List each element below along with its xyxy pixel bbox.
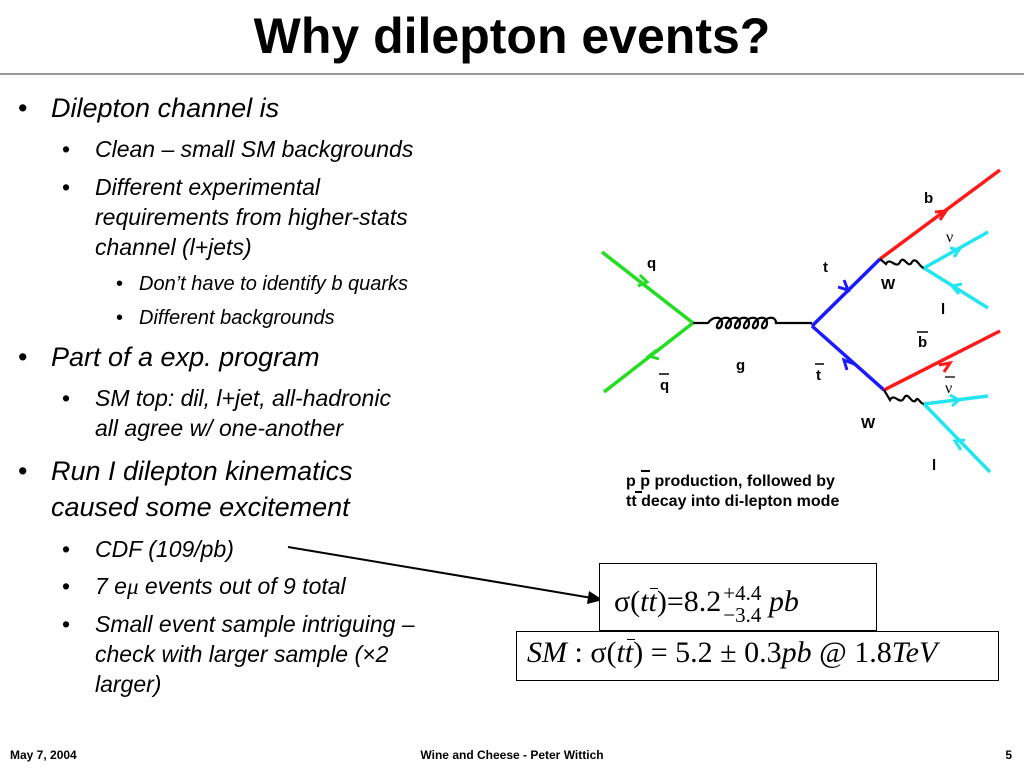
label-b: b [924,190,934,207]
footer-date: May 7, 2004 [10,748,77,762]
label-w-bottom: W [861,415,876,432]
footer-page-number: 5 [1005,748,1012,762]
bullet-line: Different experimental [95,174,320,200]
footer-center: Wine and Cheese - Peter Wittich [420,748,604,762]
label-tbar: t [816,367,821,384]
bullet-text: 7 eμ events out of 9 total [95,573,346,599]
label-l-top: l [941,301,946,318]
sm-cross-section-box [516,631,999,681]
bullet-line: Run I dilepton kinematics [51,456,353,486]
label-t: t [823,259,828,276]
label-l-bottom: l [932,457,937,474]
bullet-text: Different backgrounds [139,307,335,329]
bullet-line: requirements from higher-stats [95,204,408,230]
bullet-line: caused some excitement [51,492,350,522]
slide-title: Why dilepton events? [253,8,771,64]
bullet-text: CDF (109/pb) [95,536,234,562]
label-g: g [736,357,746,374]
sm-cross-section: SM : σ(tt ) = 5.2 ± 0.3pb @ 1.8TeV [527,636,938,669]
label-q: q [647,255,657,272]
bullet-text: Clean – small SM backgrounds [95,136,414,162]
bullet-line: SM top: dil, l+jet, all-hadronic [95,385,391,411]
label-w-top: W [881,276,896,293]
diagram-caption: p p production, followed by tt decay into di-lepton mode [626,472,839,512]
bullet-line: Small event sample intriguing – [95,611,415,637]
label-qbar: q [660,377,670,394]
bullet-text: Dilepton channel is [51,93,280,123]
bullet-line: check with larger sample (×2 [95,641,389,667]
bullet-text: Don’t have to identify b quarks [139,273,409,295]
bullet-line: channel (l+jets) [95,234,252,260]
cross-section-measured: σ(tt )=8.2 +4.4 −3.4 pb [614,581,799,627]
bullet-line: larger) [95,671,162,697]
bullet-text: Part of a exp. program [51,342,320,372]
bullet-line: all agree w/ one-another [95,415,344,441]
label-bbar: b [918,334,928,351]
label-nubar: ν [945,380,953,397]
cross-section-measured-box [599,563,877,631]
label-nu: ν [946,229,954,246]
